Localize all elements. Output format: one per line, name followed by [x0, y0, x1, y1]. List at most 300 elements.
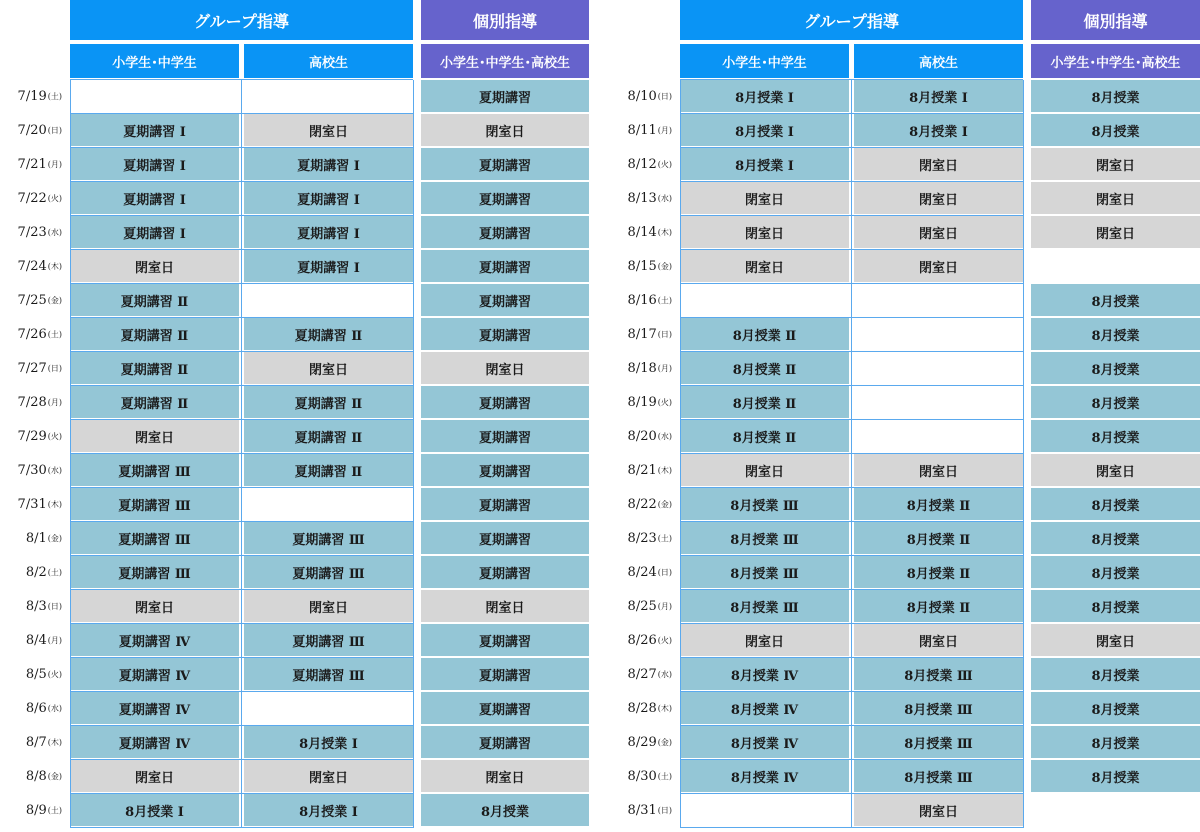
schedule-cell: 夏期講習 [421, 726, 589, 758]
row-rule [70, 487, 413, 488]
schedule-cell: 8月授業 Ⅲ [854, 692, 1023, 724]
schedule-cell: 夏期講習 Ⅱ [70, 352, 239, 384]
date-value: 7/25 [17, 292, 47, 308]
individual-column [1031, 80, 1200, 828]
schedule-cell: 夏期講習 Ⅲ [70, 522, 239, 554]
row-rule [70, 317, 413, 318]
weekday-value: (木) [47, 737, 62, 747]
column-border [413, 80, 414, 828]
schedule-cell: 閉室日 [680, 624, 849, 656]
schedule-cell: 8月授業 Ⅰ [244, 726, 413, 758]
schedule-table-left [0, 0, 590, 832]
schedule-cell: 8月授業 Ⅰ [70, 794, 239, 826]
weekday-value: (水) [47, 703, 62, 713]
schedule-cell: 8月授業 Ⅱ [680, 420, 849, 452]
row-rule [680, 555, 1023, 556]
weekday-value: (金) [47, 771, 62, 781]
date-label [0, 794, 66, 826]
date-label [610, 624, 676, 656]
weekday-value: (木) [657, 227, 672, 237]
row-rule [680, 453, 1023, 454]
row-rule [680, 419, 1023, 420]
date-label [0, 114, 66, 146]
date-column [610, 80, 676, 828]
schedule-cell: 8月授業 [1031, 488, 1200, 520]
weekday-value: (日) [657, 567, 672, 577]
date-value: 7/26 [17, 326, 47, 342]
weekday-value: (日) [47, 125, 62, 135]
row-rule [680, 657, 1023, 658]
date-value: 8/4 [25, 632, 47, 648]
individual-column [421, 80, 589, 828]
row-rule [680, 147, 1023, 148]
weekday-value: (土) [47, 91, 62, 101]
high-school-subheader: 高校生 [854, 44, 1023, 78]
date-label [0, 148, 66, 180]
schedule-cell: 夏期講習 Ⅲ [244, 658, 413, 690]
schedule-cell: 8月授業 [1031, 760, 1200, 792]
high-school-column [854, 80, 1023, 828]
individual-guidance-header: 個別指導 [421, 0, 589, 40]
schedule-cell: 夏期講習 [421, 658, 589, 690]
schedule-cell: 閉室日 [1031, 216, 1200, 248]
schedule-cell: 8月授業 Ⅲ [854, 658, 1023, 690]
date-value: 8/8 [25, 768, 47, 784]
date-value: 7/23 [17, 224, 47, 240]
schedule-cell: 閉室日 [680, 454, 849, 486]
elem-mid-column [70, 80, 239, 828]
schedule-cell: 夏期講習 [421, 216, 589, 248]
date-value: 7/31 [17, 496, 47, 512]
row-rule [70, 759, 413, 760]
weekday-value: (土) [47, 805, 62, 815]
date-label [610, 726, 676, 758]
schedule-cell: 夏期講習 Ⅰ [70, 114, 239, 146]
row-rule [70, 351, 413, 352]
schedule-cell: 閉室日 [70, 760, 239, 792]
date-label [610, 692, 676, 724]
schedule-cell: 8月授業 [1031, 658, 1200, 690]
row-rule [680, 351, 1023, 352]
weekday-value: (月) [47, 635, 62, 645]
date-value: 8/5 [25, 666, 47, 682]
weekday-value: (火) [657, 635, 672, 645]
date-value: 8/29 [627, 734, 657, 750]
date-value: 7/27 [17, 360, 47, 376]
weekday-value: (月) [47, 397, 62, 407]
schedule-cell: 閉室日 [421, 352, 589, 384]
schedule-cell [680, 284, 849, 316]
schedule-cell: 夏期講習 [421, 522, 589, 554]
date-label [0, 454, 66, 486]
date-value: 8/2 [25, 564, 47, 580]
schedule-cell: 8月授業 Ⅱ [680, 386, 849, 418]
schedule-cell: 8月授業 [1031, 522, 1200, 554]
schedule-cell: 夏期講習 Ⅲ [244, 556, 413, 588]
date-label [610, 182, 676, 214]
schedule-cell: 8月授業 Ⅰ [854, 80, 1023, 112]
schedule-cell: 夏期講習 [421, 454, 589, 486]
weekday-value: (火) [47, 431, 62, 441]
row-rule [680, 623, 1023, 624]
elem-mid-subheader: 小学生･中学生 [680, 44, 849, 78]
elem-mid-subheader: 小学生･中学生 [70, 44, 239, 78]
row-rule [680, 283, 1023, 284]
weekday-value: (木) [47, 499, 62, 509]
date-label [0, 658, 66, 690]
row-rule [70, 283, 413, 284]
weekday-value: (月) [47, 159, 62, 169]
schedule-cell: 8月授業 [1031, 726, 1200, 758]
date-value: 8/12 [627, 156, 657, 172]
weekday-value: (火) [657, 397, 672, 407]
date-label [610, 488, 676, 520]
date-label [610, 352, 676, 384]
date-label [0, 284, 66, 316]
column-divider [241, 80, 242, 828]
date-label [0, 760, 66, 792]
schedule-cell: 閉室日 [244, 352, 413, 384]
weekday-value: (水) [657, 193, 672, 203]
row-rule [680, 793, 1023, 794]
schedule-cell: 閉室日 [421, 760, 589, 792]
weekday-value: (火) [657, 159, 672, 169]
schedule-cell: 夏期講習 Ⅱ [70, 386, 239, 418]
date-value: 8/18 [627, 360, 657, 376]
schedule-cell: 8月授業 [1031, 284, 1200, 316]
schedule-cell: 8月授業 Ⅰ [854, 114, 1023, 146]
date-label [0, 726, 66, 758]
date-value: 7/19 [17, 88, 47, 104]
schedule-cell [854, 284, 1023, 316]
group-guidance-header: グループ指導 [70, 0, 413, 40]
date-value: 8/25 [627, 598, 657, 614]
schedule-cell: 夏期講習 Ⅰ [244, 216, 413, 248]
row-rule [680, 521, 1023, 522]
row-rule [70, 657, 413, 658]
schedule-cell: 閉室日 [680, 182, 849, 214]
schedule-cell: 8月授業 Ⅰ [244, 794, 413, 826]
schedule-cell: 夏期講習 [421, 488, 589, 520]
group-guidance-header: グループ指導 [680, 0, 1023, 40]
schedule-cell: 閉室日 [70, 250, 239, 282]
row-rule [70, 521, 413, 522]
schedule-cell: 夏期講習 [421, 556, 589, 588]
all-grades-subheader: 小学生･中学生･高校生 [421, 44, 589, 78]
date-label [610, 454, 676, 486]
date-label [610, 216, 676, 248]
date-value: 8/22 [627, 496, 657, 512]
date-label [610, 80, 676, 112]
schedule-cell: 閉室日 [244, 114, 413, 146]
column-border [680, 80, 681, 828]
schedule-cell: 夏期講習 [421, 624, 589, 656]
date-value: 8/21 [627, 462, 657, 478]
schedule-cell: 夏期講習 Ⅳ [70, 726, 239, 758]
date-value: 7/30 [17, 462, 47, 478]
schedule-cell: 閉室日 [70, 420, 239, 452]
schedule-cell: 8月授業 [1031, 420, 1200, 452]
date-label [610, 284, 676, 316]
schedule-cell: 閉室日 [854, 624, 1023, 656]
date-value: 7/21 [17, 156, 47, 172]
schedule-cell: 夏期講習 Ⅳ [70, 692, 239, 724]
row-rule [70, 249, 413, 250]
schedule-cell: 夏期講習 Ⅰ [70, 182, 239, 214]
schedule-cell: 閉室日 [1031, 454, 1200, 486]
row-rule [70, 181, 413, 182]
elem-mid-column [680, 80, 849, 828]
schedule-cell: 8月授業 [1031, 114, 1200, 146]
schedule-cell [1031, 250, 1200, 282]
weekday-value: (金) [47, 533, 62, 543]
row-rule [70, 589, 413, 590]
date-label [610, 148, 676, 180]
date-label [610, 658, 676, 690]
schedule-cell: 8月授業 [1031, 318, 1200, 350]
row-rule [70, 419, 413, 420]
schedule-cell: 閉室日 [244, 590, 413, 622]
date-value: 8/13 [627, 190, 657, 206]
date-value: 8/30 [627, 768, 657, 784]
weekday-value: (日) [47, 363, 62, 373]
schedule-cell: 8月授業 [1031, 556, 1200, 588]
row-rule [70, 555, 413, 556]
weekday-value: (日) [657, 329, 672, 339]
schedule-cell: 閉室日 [1031, 182, 1200, 214]
schedule-cell: 夏期講習 [421, 250, 589, 282]
schedule-cell: 夏期講習 Ⅱ [244, 454, 413, 486]
schedule-cell: 夏期講習 [421, 420, 589, 452]
weekday-value: (日) [657, 805, 672, 815]
row-rule [70, 385, 413, 386]
schedule-cell: 8月授業 [421, 794, 589, 826]
weekday-value: (金) [657, 261, 672, 271]
date-label [0, 420, 66, 452]
schedule-cell: 閉室日 [1031, 624, 1200, 656]
date-value: 8/27 [627, 666, 657, 682]
row-rule [680, 79, 1023, 80]
schedule-cell: 夏期講習 [421, 148, 589, 180]
date-label [0, 624, 66, 656]
date-value: 8/17 [627, 326, 657, 342]
column-border [70, 80, 71, 828]
date-value: 7/20 [17, 122, 47, 138]
weekday-value: (月) [657, 601, 672, 611]
schedule-cell [680, 794, 849, 826]
schedule-cell: 閉室日 [421, 114, 589, 146]
schedule-cell: 8月授業 Ⅰ [680, 148, 849, 180]
schedule-cell: 夏期講習 Ⅱ [70, 318, 239, 350]
row-rule [680, 317, 1023, 318]
row-rule [70, 827, 413, 828]
schedule-cell: 8月授業 Ⅰ [680, 114, 849, 146]
date-label [0, 522, 66, 554]
date-label [610, 760, 676, 792]
row-rule [680, 215, 1023, 216]
column-border [1023, 80, 1024, 828]
schedule-cell [244, 488, 413, 520]
all-grades-subheader: 小学生･中学生･高校生 [1031, 44, 1200, 78]
weekday-value: (水) [47, 465, 62, 475]
weekday-value: (日) [47, 601, 62, 611]
row-rule [680, 487, 1023, 488]
row-rule [680, 725, 1023, 726]
schedule-cell: 夏期講習 Ⅰ [244, 182, 413, 214]
schedule-cell: 夏期講習 Ⅲ [70, 454, 239, 486]
row-rule [70, 147, 413, 148]
schedule-cell: 閉室日 [680, 216, 849, 248]
date-label [0, 556, 66, 588]
schedule-cell: 8月授業 Ⅰ [680, 80, 849, 112]
row-rule [70, 623, 413, 624]
date-value: 8/14 [627, 224, 657, 240]
row-rule [680, 759, 1023, 760]
date-value: 7/28 [17, 394, 47, 410]
schedule-cell: 8月授業 Ⅲ [680, 522, 849, 554]
schedule-cell [1031, 794, 1200, 826]
schedule-cell: 8月授業 Ⅱ [680, 352, 849, 384]
date-label [0, 250, 66, 282]
individual-guidance-header: 個別指導 [1031, 0, 1200, 40]
date-label [610, 522, 676, 554]
date-value: 8/24 [627, 564, 657, 580]
row-rule [680, 589, 1023, 590]
schedule-cell [854, 352, 1023, 384]
schedule-cell: 夏期講習 Ⅳ [70, 658, 239, 690]
schedule-cell: 8月授業 Ⅳ [680, 692, 849, 724]
weekday-value: (木) [657, 703, 672, 713]
schedule-cell: 夏期講習 Ⅰ [244, 148, 413, 180]
schedule-cell: 閉室日 [854, 794, 1023, 826]
schedule-cell: 夏期講習 Ⅲ [244, 624, 413, 656]
row-rule [680, 249, 1023, 250]
weekday-value: (水) [657, 669, 672, 679]
schedule-table-right [610, 0, 1200, 832]
date-value: 7/22 [17, 190, 47, 206]
schedule-cell: 8月授業 Ⅱ [854, 556, 1023, 588]
date-label [610, 556, 676, 588]
row-rule [70, 691, 413, 692]
weekday-value: (土) [657, 771, 672, 781]
weekday-value: (日) [657, 91, 672, 101]
weekday-value: (水) [47, 227, 62, 237]
schedule-cell: 8月授業 Ⅲ [680, 590, 849, 622]
schedule-cell: 夏期講習 [421, 182, 589, 214]
schedule-cell: 夏期講習 Ⅲ [244, 522, 413, 554]
schedule-cell: 閉室日 [854, 182, 1023, 214]
schedule-cell: 8月授業 [1031, 692, 1200, 724]
row-rule [70, 725, 413, 726]
schedule-cell: 閉室日 [244, 760, 413, 792]
schedule-cell: 夏期講習 Ⅳ [70, 624, 239, 656]
row-rule [70, 793, 413, 794]
schedule-cell: 8月授業 Ⅲ [680, 488, 849, 520]
schedule-cell: 8月授業 Ⅱ [854, 488, 1023, 520]
schedule-cell: 8月授業 Ⅳ [680, 658, 849, 690]
date-label [0, 182, 66, 214]
date-label [0, 692, 66, 724]
date-label [610, 420, 676, 452]
column-divider [851, 80, 852, 828]
weekday-value: (月) [657, 125, 672, 135]
schedule-cell: 閉室日 [854, 216, 1023, 248]
schedule-cell: 夏期講習 Ⅱ [244, 420, 413, 452]
weekday-value: (火) [47, 669, 62, 679]
date-value: 8/23 [627, 530, 657, 546]
schedule-cell [854, 318, 1023, 350]
date-label [0, 488, 66, 520]
date-label [610, 386, 676, 418]
high-school-column [244, 80, 413, 828]
schedule-cell: 夏期講習 [421, 284, 589, 316]
schedule-cell: 夏期講習 [421, 386, 589, 418]
row-rule [70, 215, 413, 216]
schedule-cell [244, 692, 413, 724]
high-school-subheader: 高校生 [244, 44, 413, 78]
row-rule [680, 181, 1023, 182]
schedule-cell: 8月授業 [1031, 590, 1200, 622]
schedule-cell: 夏期講習 Ⅱ [70, 284, 239, 316]
row-rule [70, 113, 413, 114]
date-value: 8/11 [627, 122, 657, 138]
schedule-cell: 8月授業 [1031, 386, 1200, 418]
schedule-cell: 8月授業 [1031, 352, 1200, 384]
row-rule [680, 113, 1023, 114]
date-value: 7/29 [17, 428, 47, 444]
weekday-value: (金) [657, 499, 672, 509]
schedule-cell: 夏期講習 [421, 80, 589, 112]
weekday-value: (金) [47, 295, 62, 305]
weekday-value: (木) [657, 465, 672, 475]
schedule-cell: 閉室日 [421, 590, 589, 622]
weekday-value: (木) [47, 261, 62, 271]
weekday-value: (土) [657, 533, 672, 543]
schedule-cell [244, 80, 413, 112]
date-value: 8/19 [627, 394, 657, 410]
schedule-cell: 閉室日 [1031, 148, 1200, 180]
weekday-value: (月) [657, 363, 672, 373]
date-value: 8/28 [627, 700, 657, 716]
date-value: 8/6 [25, 700, 47, 716]
date-label [0, 318, 66, 350]
schedule-cell: 夏期講習 Ⅰ [244, 250, 413, 282]
row-rule [70, 79, 413, 80]
date-label [0, 386, 66, 418]
date-value: 7/24 [17, 258, 47, 274]
row-rule [680, 827, 1023, 828]
schedule-cell: 8月授業 Ⅱ [854, 590, 1023, 622]
row-rule [70, 453, 413, 454]
schedule-cell: 8月授業 Ⅲ [680, 556, 849, 588]
schedule-cell: 夏期講習 Ⅲ [70, 556, 239, 588]
weekday-value: (土) [47, 329, 62, 339]
row-rule [680, 385, 1023, 386]
date-label [610, 114, 676, 146]
date-label [610, 318, 676, 350]
schedule-cell: 夏期講習 Ⅱ [244, 318, 413, 350]
date-label [610, 794, 676, 826]
schedule-cell: 8月授業 Ⅲ [854, 760, 1023, 792]
date-value: 8/16 [627, 292, 657, 308]
schedule-cell: 夏期講習 [421, 318, 589, 350]
date-value: 8/9 [25, 802, 47, 818]
weekday-value: (土) [657, 295, 672, 305]
date-value: 8/20 [627, 428, 657, 444]
schedule-cell: 夏期講習 Ⅲ [70, 488, 239, 520]
schedule-cell: 8月授業 [1031, 80, 1200, 112]
date-label [0, 80, 66, 112]
